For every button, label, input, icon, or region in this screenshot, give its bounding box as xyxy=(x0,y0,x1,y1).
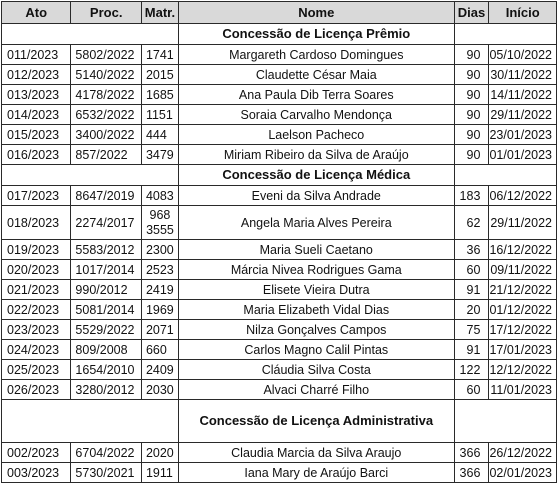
table-row xyxy=(2,186,557,206)
cell-proc: 4178/2022 xyxy=(71,85,142,105)
section-header-row xyxy=(2,400,557,443)
table-row xyxy=(2,300,557,320)
table-row xyxy=(2,320,557,340)
cell-inicio: 11/01/2023 xyxy=(489,380,557,400)
cell-inicio: 09/11/2022 xyxy=(489,260,557,280)
cell-matr: 2015 xyxy=(141,65,178,85)
cell-inicio: 12/12/2022 xyxy=(489,360,557,380)
cell-matr xyxy=(141,206,178,240)
cell-nome: Maria Sueli Caetano xyxy=(178,240,454,260)
cell-inicio: 05/10/2022 xyxy=(489,45,557,65)
cell-matr: 2300 xyxy=(141,240,178,260)
cell-dias: 366 xyxy=(454,463,489,483)
section-blank-cell xyxy=(2,400,179,443)
cell-proc: 8647/2019 xyxy=(71,186,142,206)
cell-dias: 366 xyxy=(454,443,489,463)
cell-nome: Nilza Gonçalves Campos xyxy=(178,320,454,340)
cell-proc: 5140/2022 xyxy=(71,65,142,85)
cell-matr: 2020 xyxy=(141,443,178,463)
cell-dias: 20 xyxy=(454,300,489,320)
cell-ato: 017/2023 xyxy=(2,186,71,206)
cell-proc: 5583/2012 xyxy=(71,240,142,260)
cell-proc: 6532/2022 xyxy=(71,105,142,125)
cell-nome: Iana Mary de Araújo Barci xyxy=(178,463,454,483)
section-blank-cell xyxy=(454,165,556,186)
cell-ato: 018/2023 xyxy=(2,206,71,240)
cell-dias: 90 xyxy=(454,145,489,165)
table-row xyxy=(2,260,557,280)
matr-value: 968 xyxy=(149,207,171,222)
table-row xyxy=(2,65,557,85)
cell-dias: 90 xyxy=(454,105,489,125)
cell-matr: 2419 xyxy=(141,280,178,300)
table-row xyxy=(2,380,557,400)
cell-ato: 026/2023 xyxy=(2,380,71,400)
cell-ato: 016/2023 xyxy=(2,145,71,165)
cell-dias: 90 xyxy=(454,85,489,105)
cell-ato: 013/2023 xyxy=(2,85,71,105)
cell-dias: 91 xyxy=(454,340,489,360)
cell-nome: Margareth Cardoso Domingues xyxy=(178,45,454,65)
cell-ato: 019/2023 xyxy=(2,240,71,260)
section-header-row xyxy=(2,165,557,186)
cell-nome: Carlos Magno Calil Pintas xyxy=(178,340,454,360)
licenses-table xyxy=(1,1,557,483)
table-row xyxy=(2,145,557,165)
cell-nome: Claudia Marcia da Silva Araujo xyxy=(178,443,454,463)
cell-nome: Claudette César Maia xyxy=(178,65,454,85)
cell-ato: 022/2023 xyxy=(2,300,71,320)
cell-ato: 014/2023 xyxy=(2,105,71,125)
cell-ato: 011/2023 xyxy=(2,45,71,65)
matr-value: 3555 xyxy=(146,222,174,237)
cell-proc: 990/2012 xyxy=(71,280,142,300)
cell-proc: 857/2022 xyxy=(71,145,142,165)
cell-matr: 2030 xyxy=(141,380,178,400)
table-row xyxy=(2,240,557,260)
cell-proc: 3400/2022 xyxy=(71,125,142,145)
cell-nome: Alvaci Charré Filho xyxy=(178,380,454,400)
cell-dias: 91 xyxy=(454,280,489,300)
cell-nome: Ana Paula Dib Terra Soares xyxy=(178,85,454,105)
table-body xyxy=(2,24,557,483)
cell-nome: Angela Maria Alves Pereira xyxy=(178,206,454,240)
cell-proc: 2274/2017 xyxy=(71,206,142,240)
header-matr: Matr. xyxy=(141,2,178,24)
cell-ato: 002/2023 xyxy=(2,443,71,463)
cell-dias: 62 xyxy=(454,206,489,240)
cell-inicio: 26/12/2022 xyxy=(489,443,557,463)
table-row xyxy=(2,125,557,145)
cell-matr: 4083 xyxy=(141,186,178,206)
cell-nome: Cláudia Silva Costa xyxy=(178,360,454,380)
header-row xyxy=(2,2,557,24)
cell-inicio: 29/11/2022 xyxy=(489,105,557,125)
licenses-sheet xyxy=(1,1,557,483)
cell-nome: Maria Elizabeth Vidal Dias xyxy=(178,300,454,320)
section-blank-cell xyxy=(2,24,179,45)
cell-nome: Soraia Carvalho Mendonça xyxy=(178,105,454,125)
cell-inicio: 16/12/2022 xyxy=(489,240,557,260)
cell-dias: 36 xyxy=(454,240,489,260)
cell-ato: 015/2023 xyxy=(2,125,71,145)
cell-ato: 025/2023 xyxy=(2,360,71,380)
cell-proc: 809/2008 xyxy=(71,340,142,360)
cell-matr: 444 xyxy=(141,125,178,145)
cell-matr: 1911 xyxy=(141,463,178,483)
section-blank-cell xyxy=(2,165,179,186)
cell-dias: 60 xyxy=(454,260,489,280)
cell-nome: Elisete Vieira Dutra xyxy=(178,280,454,300)
cell-inicio: 17/01/2023 xyxy=(489,340,557,360)
table-row xyxy=(2,360,557,380)
cell-nome: Miriam Ribeiro da Silva de Araújo xyxy=(178,145,454,165)
cell-ato: 012/2023 xyxy=(2,65,71,85)
cell-nome: Márcia Nivea Rodrigues Gama xyxy=(178,260,454,280)
table-row xyxy=(2,280,557,300)
cell-inicio: 30/11/2022 xyxy=(489,65,557,85)
header-nome: Nome xyxy=(178,2,454,24)
cell-proc: 6704/2022 xyxy=(71,443,142,463)
cell-nome: Eveni da Silva Andrade xyxy=(178,186,454,206)
cell-inicio: 21/12/2022 xyxy=(489,280,557,300)
cell-matr: 1741 xyxy=(141,45,178,65)
table-row xyxy=(2,206,557,240)
cell-proc: 1654/2010 xyxy=(71,360,142,380)
cell-inicio: 06/12/2022 xyxy=(489,186,557,206)
header-inicio: Início xyxy=(489,2,557,24)
cell-ato: 020/2023 xyxy=(2,260,71,280)
cell-dias: 122 xyxy=(454,360,489,380)
header-dias: Dias xyxy=(454,2,489,24)
cell-inicio: 14/11/2022 xyxy=(489,85,557,105)
cell-ato: 003/2023 xyxy=(2,463,71,483)
cell-dias: 90 xyxy=(454,125,489,145)
cell-dias: 90 xyxy=(454,65,489,85)
section-title: Concessão de Licença Administrativa xyxy=(178,400,454,443)
cell-matr: 2071 xyxy=(141,320,178,340)
cell-nome: Laelson Pacheco xyxy=(178,125,454,145)
cell-inicio: 29/11/2022 xyxy=(489,206,557,240)
section-title: Concessão de Licença Prêmio xyxy=(178,24,454,45)
cell-inicio: 01/01/2023 xyxy=(489,145,557,165)
cell-proc: 3280/2012 xyxy=(71,380,142,400)
cell-dias: 60 xyxy=(454,380,489,400)
cell-matr: 1151 xyxy=(141,105,178,125)
table-row xyxy=(2,443,557,463)
cell-dias: 90 xyxy=(454,45,489,65)
header-ato: Ato xyxy=(2,2,71,24)
table-row xyxy=(2,45,557,65)
cell-ato: 023/2023 xyxy=(2,320,71,340)
cell-matr: 1685 xyxy=(141,85,178,105)
cell-proc: 1017/2014 xyxy=(71,260,142,280)
section-blank-cell xyxy=(454,24,556,45)
table-row xyxy=(2,340,557,360)
section-header-row xyxy=(2,24,557,45)
cell-matr: 3479 xyxy=(141,145,178,165)
cell-proc: 5802/2022 xyxy=(71,45,142,65)
cell-matr: 1969 xyxy=(141,300,178,320)
header-proc: Proc. xyxy=(71,2,142,24)
cell-dias: 183 xyxy=(454,186,489,206)
table-row xyxy=(2,105,557,125)
section-title: Concessão de Licença Médica xyxy=(178,165,454,186)
table-row xyxy=(2,463,557,483)
cell-ato: 024/2023 xyxy=(2,340,71,360)
cell-dias: 75 xyxy=(454,320,489,340)
section-blank-cell xyxy=(454,400,556,443)
cell-matr: 2409 xyxy=(141,360,178,380)
cell-proc: 5730/2021 xyxy=(71,463,142,483)
cell-inicio: 02/01/2023 xyxy=(489,463,557,483)
cell-inicio: 01/12/2022 xyxy=(489,300,557,320)
cell-proc: 5529/2022 xyxy=(71,320,142,340)
cell-inicio: 23/01/2023 xyxy=(489,125,557,145)
cell-matr: 660 xyxy=(141,340,178,360)
cell-matr: 2523 xyxy=(141,260,178,280)
cell-inicio: 17/12/2022 xyxy=(489,320,557,340)
cell-ato: 021/2023 xyxy=(2,280,71,300)
table-row xyxy=(2,85,557,105)
cell-proc: 5081/2014 xyxy=(71,300,142,320)
